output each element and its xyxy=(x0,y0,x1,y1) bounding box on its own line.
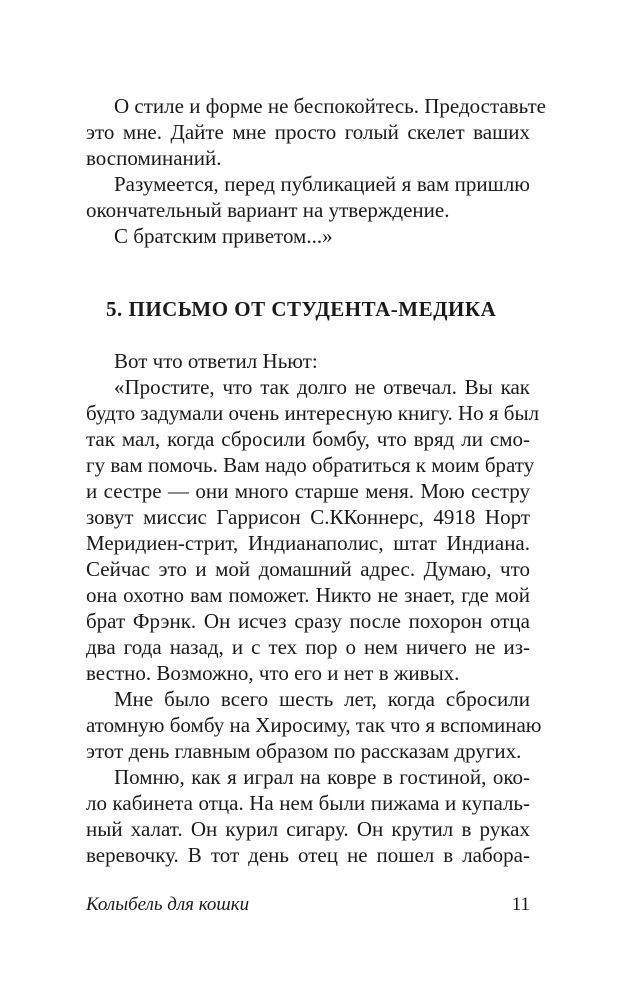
text-line: О стиле и форме не беспокойтесь. Предоставьте xyxy=(114,94,546,118)
text-line: воспоминаний. xyxy=(86,146,222,170)
text-line: атомную бомбу на Хиросиму, так что я вспоминаю xyxy=(86,713,542,737)
text-line: Помню, как я играл на ковре в гостиной, око- xyxy=(114,765,530,789)
page-number: 11 xyxy=(511,894,530,915)
text-line: ный халат. Он курил сигару. Он крутил в руках xyxy=(86,817,530,841)
text-line: С братским приветом...» xyxy=(114,224,333,248)
text-line: Меридиен-стрит, Индианаполис, штат Индиана. xyxy=(86,531,530,555)
text-line: Вот что ответил Ньют: xyxy=(114,349,318,373)
text-line: так мал, когда сбросили бомбу, что вряд ли смо- xyxy=(86,427,530,451)
text-line: Разумеется, перед публикацией я вам пришлю xyxy=(114,172,530,196)
text-line: она охотно вам поможет. Никто не знает, где мой xyxy=(86,583,530,607)
section-heading: 5. ПИСЬМО ОТ СТУДЕНТА-МЕДИКА xyxy=(106,297,497,321)
text-line: окончательный вариант на утверждение. xyxy=(86,198,450,222)
text-line: вестно. Возможно, что его и нет в живых. xyxy=(86,661,460,685)
text-line: и сестре — они много старше меня. Мою сестру xyxy=(86,479,530,503)
text-line: этот день главным образом по рассказам других. xyxy=(86,739,522,763)
text-line: «Простите, что так долго не отвечал. Вы как xyxy=(114,375,530,399)
text-line: ло кабинета отца. На нем были пижама и купаль- xyxy=(86,791,530,815)
text-line: Сейчас это и мой домашний адрес. Думаю, что xyxy=(86,557,530,581)
text-line: два года назад, и с тех пор о нем ничего не из- xyxy=(86,635,530,659)
text-line: будто задумали очень интересную книгу. Но я был xyxy=(86,401,540,425)
text-line: веревочку. В тот день отец не пошел в лабора- xyxy=(86,843,530,867)
text-line: это мне. Дайте мне просто голый скелет ваших xyxy=(86,120,530,144)
running-footer-title: Колыбель для кошки xyxy=(86,894,250,915)
text-line: Мне было всего шесть лет, когда сбросили xyxy=(114,687,530,711)
text-line: брат Фрэнк. Он исчез сразу после похорон отца xyxy=(86,609,530,633)
text-line: гу вам помочь. Вам надо обратиться к моим брату xyxy=(86,453,535,477)
text-line: зовут миссис Гаррисон С.ККоннерс, 4918 Норт xyxy=(86,505,530,529)
